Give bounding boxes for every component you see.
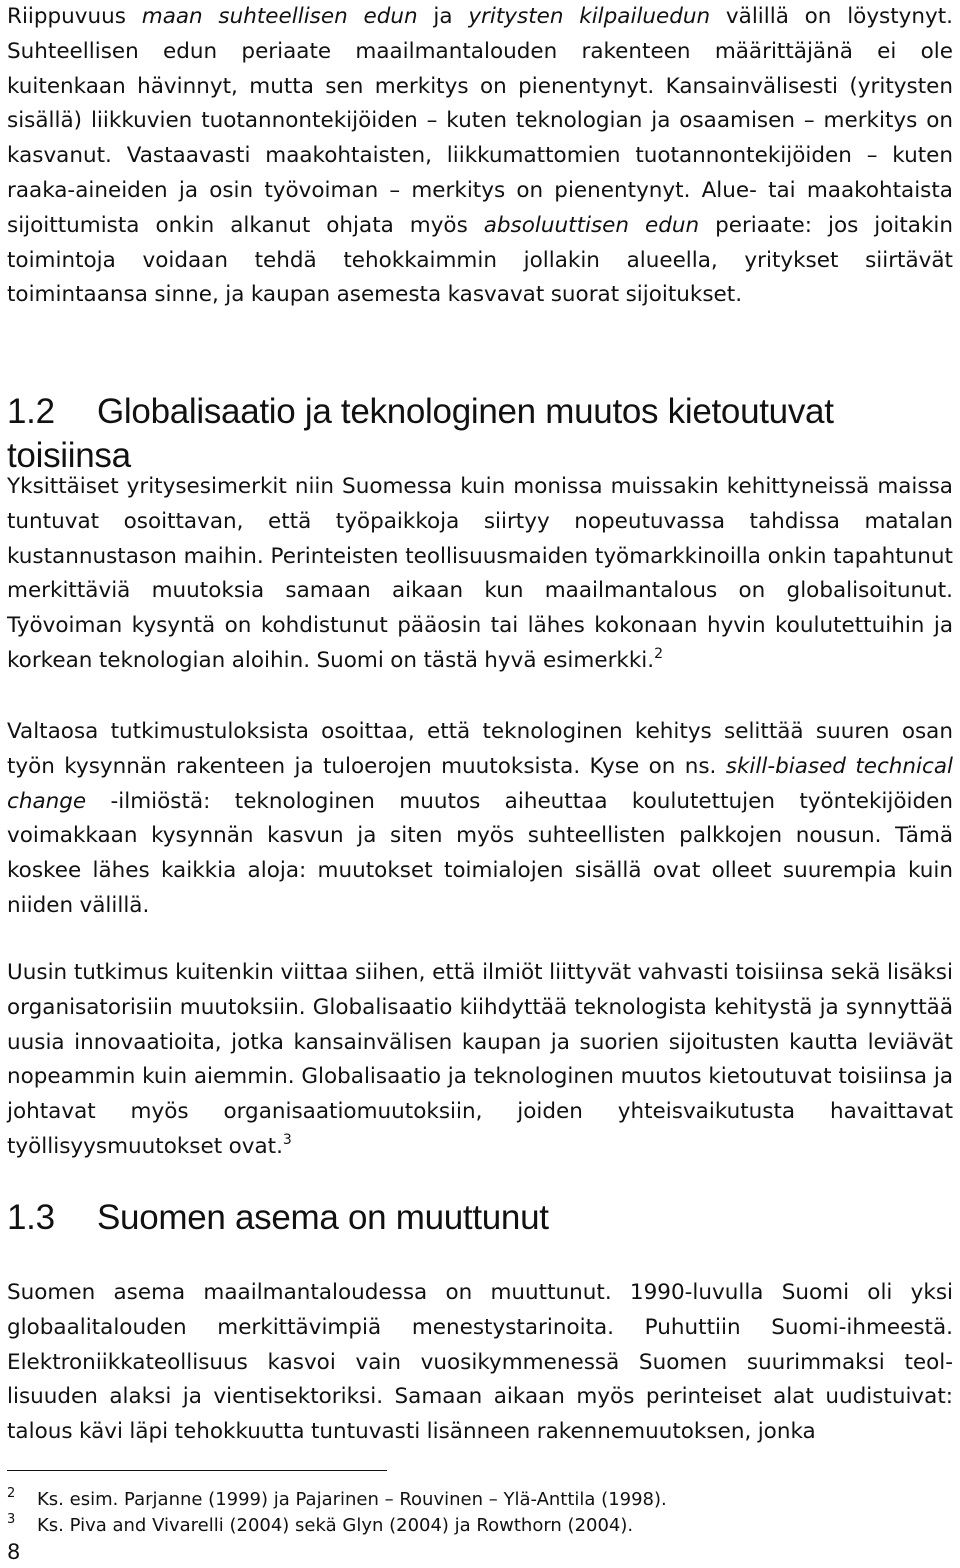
footnote-ref[interactable]: 2 [654, 645, 664, 662]
section-heading-1-2 [7, 390, 960, 478]
section-number: 1.3 [7, 1198, 55, 1237]
footnote-text: Ks. esim. Parjanne (1999) ja Pajarinen – Rouvinen – Ylä-Anttila (1998). [37, 1489, 667, 1510]
text-run: Valtaosa tutkimustuloksista osoittaa, että teknologinen kehitys selittää suuren osan työn kysynnän rakenteen ja tuloerojen muutoksista. Kyse on ns. [7, 719, 953, 779]
paragraph-skill-biased-change [7, 715, 953, 924]
paragraph-comparative-advantage [7, 0, 953, 313]
paragraph-finland-position [7, 1276, 953, 1450]
text-run: -ilmiöstä: teknologinen muutos aiheuttaa koulutettujen työntekijöiden voimakkaan kysynnän kasvun ja siten myös suhteellisten palkkojen nousun. Tämä koskee lähes kaikkia aloja: muutokset toimialojen sisällä ovat olleet suurempia kuin niiden välillä. [7, 788, 953, 918]
footnote-text: Ks. Piva and Vivarelli (2004) sekä Glyn (2004) ja Rowthorn (2004). [37, 1515, 634, 1536]
footnote-ref[interactable]: 3 [282, 1131, 292, 1148]
page-number: 8 [7, 1540, 21, 1564]
paragraph-job-relocation [7, 470, 953, 679]
text-run: Suomen asema maailmantaloudessa on muuttunut. 1990-luvulla Suomi oli yksi globaalitalouden merkittävimpiä menestystarinoita. Puhuttiin Suomi-ihmeestä. Elektroniikkateollisuus kasvoi vain vuosikymmenessä Suomen suurimmaksi teollisuuden alaksi ja vientisektoriksi. Samaan aikaan myös perinteiset alat uudistuivat: talous kävi läpi tehokkuutta tuntuvasti lisänneen rakennemuutoksen, jonka [7, 1280, 953, 1445]
section-title: Suomen asema on muuttunut [97, 1198, 549, 1237]
text-run: periaate: jos joitakin toimintoja voidaan tehdä tehokkaimmin jollakin alueella, yritykset siirtävät toimintaansa sinne, ja kaupan asemesta kasvavat suorat sijoitukset. [7, 212, 954, 308]
footnote-number: 3 [7, 1512, 16, 1527]
text-run: ja [417, 4, 469, 29]
section-number: 1.2 [7, 392, 55, 431]
emphasis-term: skill-biased technical change [7, 753, 953, 814]
paragraph-new-research [7, 956, 953, 1165]
text-run: Yksittäiset yritysesimerkit niin Suomessa kuin monissa muissakin kehittyneissä maissa tuntuvat osoittavan, että työpaikkoja siirtyy nopeutuvassa tahdissa matalan kustannustason maihin. Perinteisten teollisuusmaiden työmarkkinoilla onkin tapahtunut merkittäviä muutoksia samaan aikaan kun maailmantalous on globalisoitunut. Työvoiman kysyntä on kohdistunut pääosin tai lähes kokonaan hyvin koulutettuihin ja korkean teknologian aloihin. Suomi on tästä hyvä esimerkki. [7, 474, 953, 673]
footnote-divider [7, 1470, 387, 1471]
emphasis-term: yritysten kilpailuedun [468, 4, 711, 29]
text-run: Uusin tutkimus kuitenkin viittaa siihen, että ilmiöt liittyvät vahvasti toisiinsa sekä lisäksi organisatorisiin muutoksiin. Globalisaatio kiihdyttää teknologista kehitystä ja synnyttää uusia innovaatioita, jotka kansainvälisen kaupan ja suorien sijoitusten kautta leviävät nopeammin kuin aiemmin. Globalisaatio ja teknologinen muutos kietoutuvat toisiinsa ja johtavat myös organisaatiomuutoksiin, joiden yhteisvaikutusta havaittavat työllisyysmuutokset ovat. [7, 960, 953, 1159]
text-run: Riippuvuus [7, 4, 142, 29]
footnote-number: 2 [7, 1486, 16, 1501]
section-heading-1-3 [7, 1196, 549, 1240]
emphasis-term: maan suhteellisen edun [141, 4, 418, 29]
section-title: Globalisaatio ja teknologinen muutos kietoutuvat toisiinsa [7, 392, 834, 475]
text-run: välillä on löystynyt. Suhteellisen edun periaate maailmantalouden rakenteen määrittäjänä ei ole kuitenkaan hävinnyt, mutta sen merkitys on pienentynyt. Kansainvälisesti (yritysten sisällä) liikkuvien tuotannontekijöiden – kuten teknologian ja osaamisen – merkitys on kasvanut. Vastaavasti maakohtaisten, liikkumattomien tuotannontekijöiden – kuten raaka-aineiden ja osin työvoiman – merkitys on pienentynyt. Alue- tai maakohtaista sijoittumista onkin alkanut ohjata myös [7, 4, 954, 238]
emphasis-term: absoluuttisen edun [483, 212, 700, 238]
